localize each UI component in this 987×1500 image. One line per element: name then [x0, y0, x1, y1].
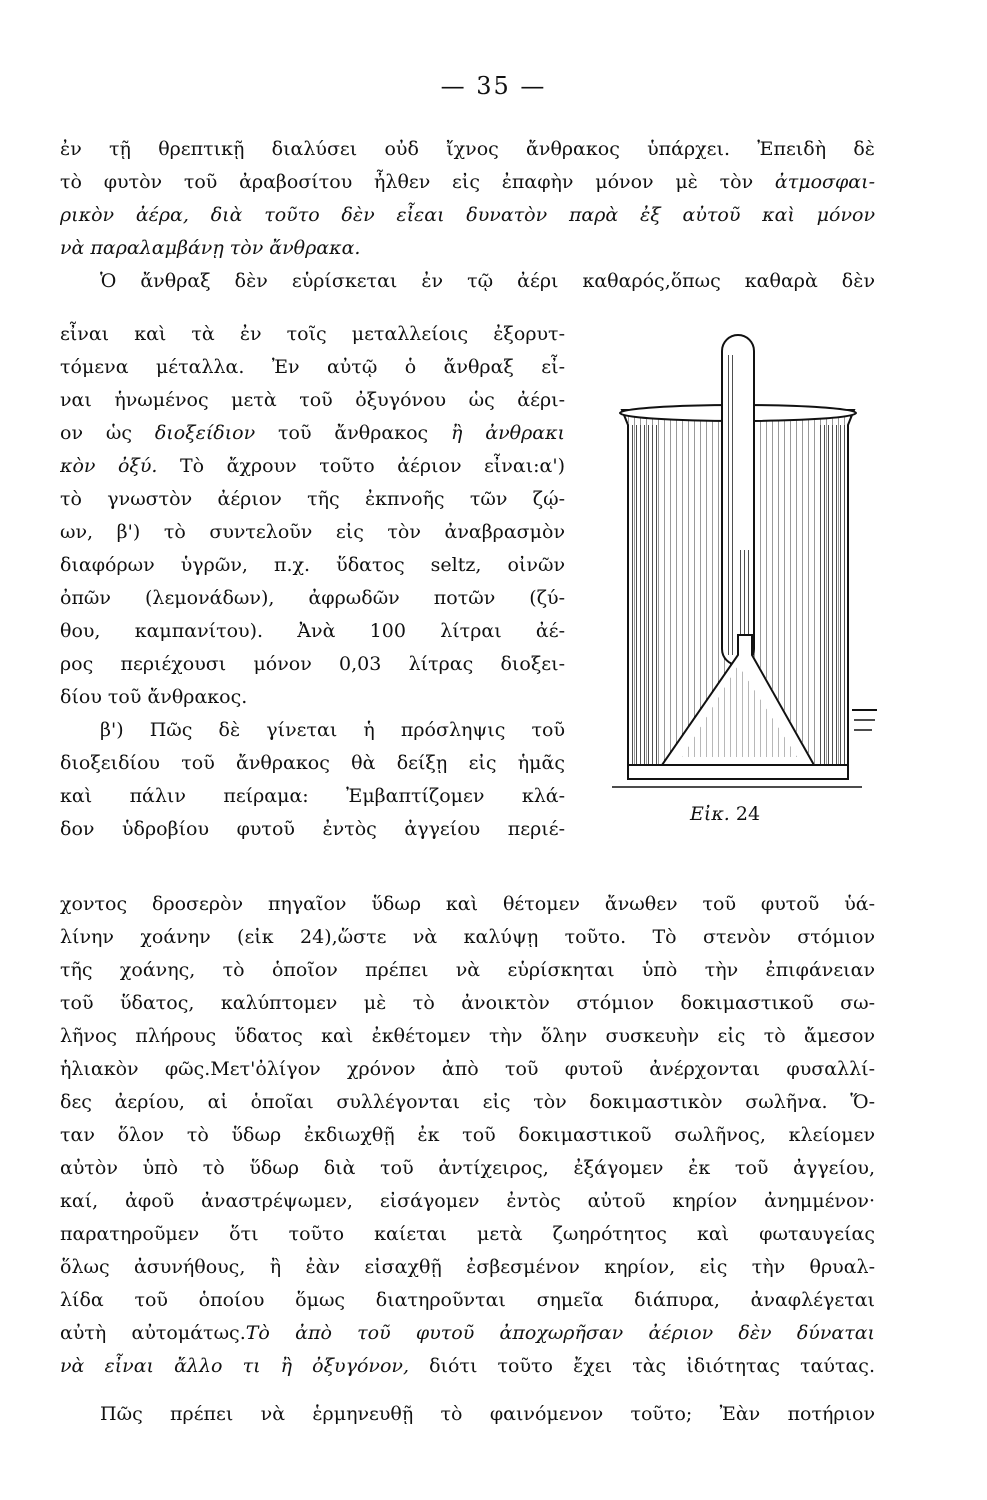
- text-line: θου, καμπανίτου). Ἀνὰ 100 λίτραι ἀέ-: [60, 620, 565, 642]
- text-line: ρος περιέχουσι μόνον 0,03 λίτρας διοξει-: [60, 653, 565, 675]
- text-line: λίδα τοῦ ὁποίου ὅμως διατηροῦνται σημεῖα διάπυρα, ἀναφλέγεται: [60, 1289, 875, 1311]
- figure-caption: Εἰκ. 24: [690, 803, 761, 825]
- text-line: διοξειδίου τοῦ ἄνθρακος θὰ δείξῃ εἰς ἡμᾶς: [60, 752, 565, 774]
- text-line: β') Πῶς δὲ γίνεται ἡ πρόσληψις τοῦ: [100, 719, 565, 741]
- text-line: νὰ εἶναι ἄλλο τι ἢ ὀξυγόνον, διότι τοῦτο ἔχει τὰς ἰδιότητας ταύτας.: [60, 1355, 875, 1377]
- text-line: Ὁ ἄνθραξ δὲν εὑρίσκεται ἐν τῷ ἀέρι καθαρός,ὅπως καθαρὰ δὲν: [100, 270, 875, 292]
- text-line: δες ἀερίου, αἱ ὁποῖαι συλλέγονται εἰς τὸν δοκιμαστικὸν σωλῆνα. Ὅ-: [60, 1091, 875, 1113]
- text-line: διαφόρων ὑγρῶν, π.χ. ὕδατος seltz, οἰνῶν: [60, 554, 565, 576]
- text-line: ρικὸν ἀέρα, διὰ τοῦτο δὲν εἶεαι δυνατὸν παρὰ ἐξ αὐτοῦ καὶ μόνον: [60, 204, 875, 226]
- text-line: χοντος δροσερὸν πηγαῖον ὕδωρ καὶ θέτομεν ἄνωθεν τοῦ φυτοῦ ὑά-: [60, 893, 875, 915]
- text-line: λίνην χοάνην (εἰκ 24),ὥστε νὰ καλύψῃ τοῦτο. Τὸ στενὸν στόμιον: [60, 926, 875, 948]
- text-line: λῆνος πλήρους ὕδατος καὶ ἐκθέτομεν τὴν ὅλην συσκευὴν εἰς τὸ ἄμεσον: [60, 1025, 875, 1047]
- text-line: τὸ φυτὸν τοῦ ἀραβοσίτου ἦλθεν εἰς ἐπαφὴν μόνον μὲ τὸν ἀτμοσφαι-: [60, 171, 875, 193]
- text-line: τὸ γνωστὸν ἀέριον τῆς ἐκπνοῆς τῶν ζῴ-: [60, 488, 565, 510]
- text-line: τόμενα μέταλλα. Ἐν αὐτῷ ὁ ἄνθραξ εἶ-: [60, 356, 565, 378]
- text-line: καί, ἀφοῦ ἀναστρέψωμεν, εἰσάγομεν ἐντὸς αὐτοῦ κηρίον ἀνημμένον·: [60, 1190, 875, 1212]
- page-number: — 35 —: [440, 72, 547, 100]
- beaker-illustration: [592, 325, 882, 795]
- text-line: τῆς χοάνης, τὸ ὁποῖον πρέπει νὰ εὑρίσκηται ὑπὸ τὴν ἐπιφάνειαν: [60, 959, 875, 981]
- text-line: αὐτὴ αὐτομάτως.Τὸ ἀπὸ τοῦ φυτοῦ ἀποχωρῆσαν ἀέριον δὲν δύναται: [60, 1322, 875, 1344]
- text-line: ταν ὅλον τὸ ὕδωρ ἐκδιωχθῇ ἐκ τοῦ δοκιμαστικοῦ σωλῆνος, κλείομεν: [60, 1124, 875, 1146]
- text-line: ὀπῶν (λεμονάδων), ἀφρωδῶν ποτῶν (ζύ-: [60, 587, 565, 609]
- text-line: αὐτὸν ὑπὸ τὸ ὕδωρ διὰ τοῦ ἀντίχειρος, ἐξάγομεν ἐκ τοῦ ἀγγείου,: [60, 1157, 875, 1179]
- text-line: καὶ πάλιν πείραμα: Ἐμβαπτίζομεν κλά-: [60, 785, 565, 807]
- text-line: παρατηροῦμεν ὅτι τοῦτο καίεται μετὰ ζωηρότητος καὶ φωταυγείας: [60, 1223, 875, 1245]
- text-line: ον ὡς διοξείδιον τοῦ ἄνθρακος ἢ ἀνθρακι: [60, 422, 565, 444]
- text-line: νὰ παραλαμβάνῃ τὸν ἄνθρακα.: [60, 237, 361, 259]
- text-line: ἡλιακὸν φῶς.Μετ'ὀλίγον χρόνον ἀπὸ τοῦ φυτοῦ ἀνέρχονται φυσαλλί-: [60, 1058, 875, 1080]
- text-line: ων, β') τὸ συντελοῦν εἰς τὸν ἀναβρασμὸν: [60, 521, 565, 543]
- text-line: ναι ἡνωμένος μετὰ τοῦ ὀξυγόνου ὡς ἀέρι-: [60, 389, 565, 411]
- text-line: ὅλως ἀσυνήθους, ἢ ἐὰν εἰσαχθῇ ἐσβεσμένον κηρίον, εἰς τὴν θρυαλ-: [60, 1256, 875, 1278]
- text-line: Πῶς πρέπει νὰ ἑρμηνευθῇ τὸ φαινόμενον τοῦτο; Ἐὰν ποτήριον: [100, 1403, 875, 1425]
- text-line: τοῦ ὕδατος, καλύπτομεν μὲ τὸ ἀνοικτὸν στόμιον δοκιμαστικοῦ σω-: [60, 992, 875, 1014]
- text-line: δον ὑδροβίου φυτοῦ ἐντὸς ἀγγείου περιέ-: [60, 818, 565, 840]
- text-line: ἐν τῇ θρεπτικῇ διαλύσει οὐδ ἴχνος ἄνθρακος ὑπάρχει. Ἐπειδὴ δὲ: [60, 138, 875, 160]
- text-line: δίου τοῦ ἄνθρακος.: [60, 686, 248, 708]
- text-line: εἶναι καὶ τὰ ἐν τοῖς μεταλλείοις ἐξορυτ-: [60, 323, 565, 345]
- text-line: κὸν ὀξύ. Τὸ ἄχρουν τοῦτο ἀέριον εἶναι:α'): [60, 455, 565, 477]
